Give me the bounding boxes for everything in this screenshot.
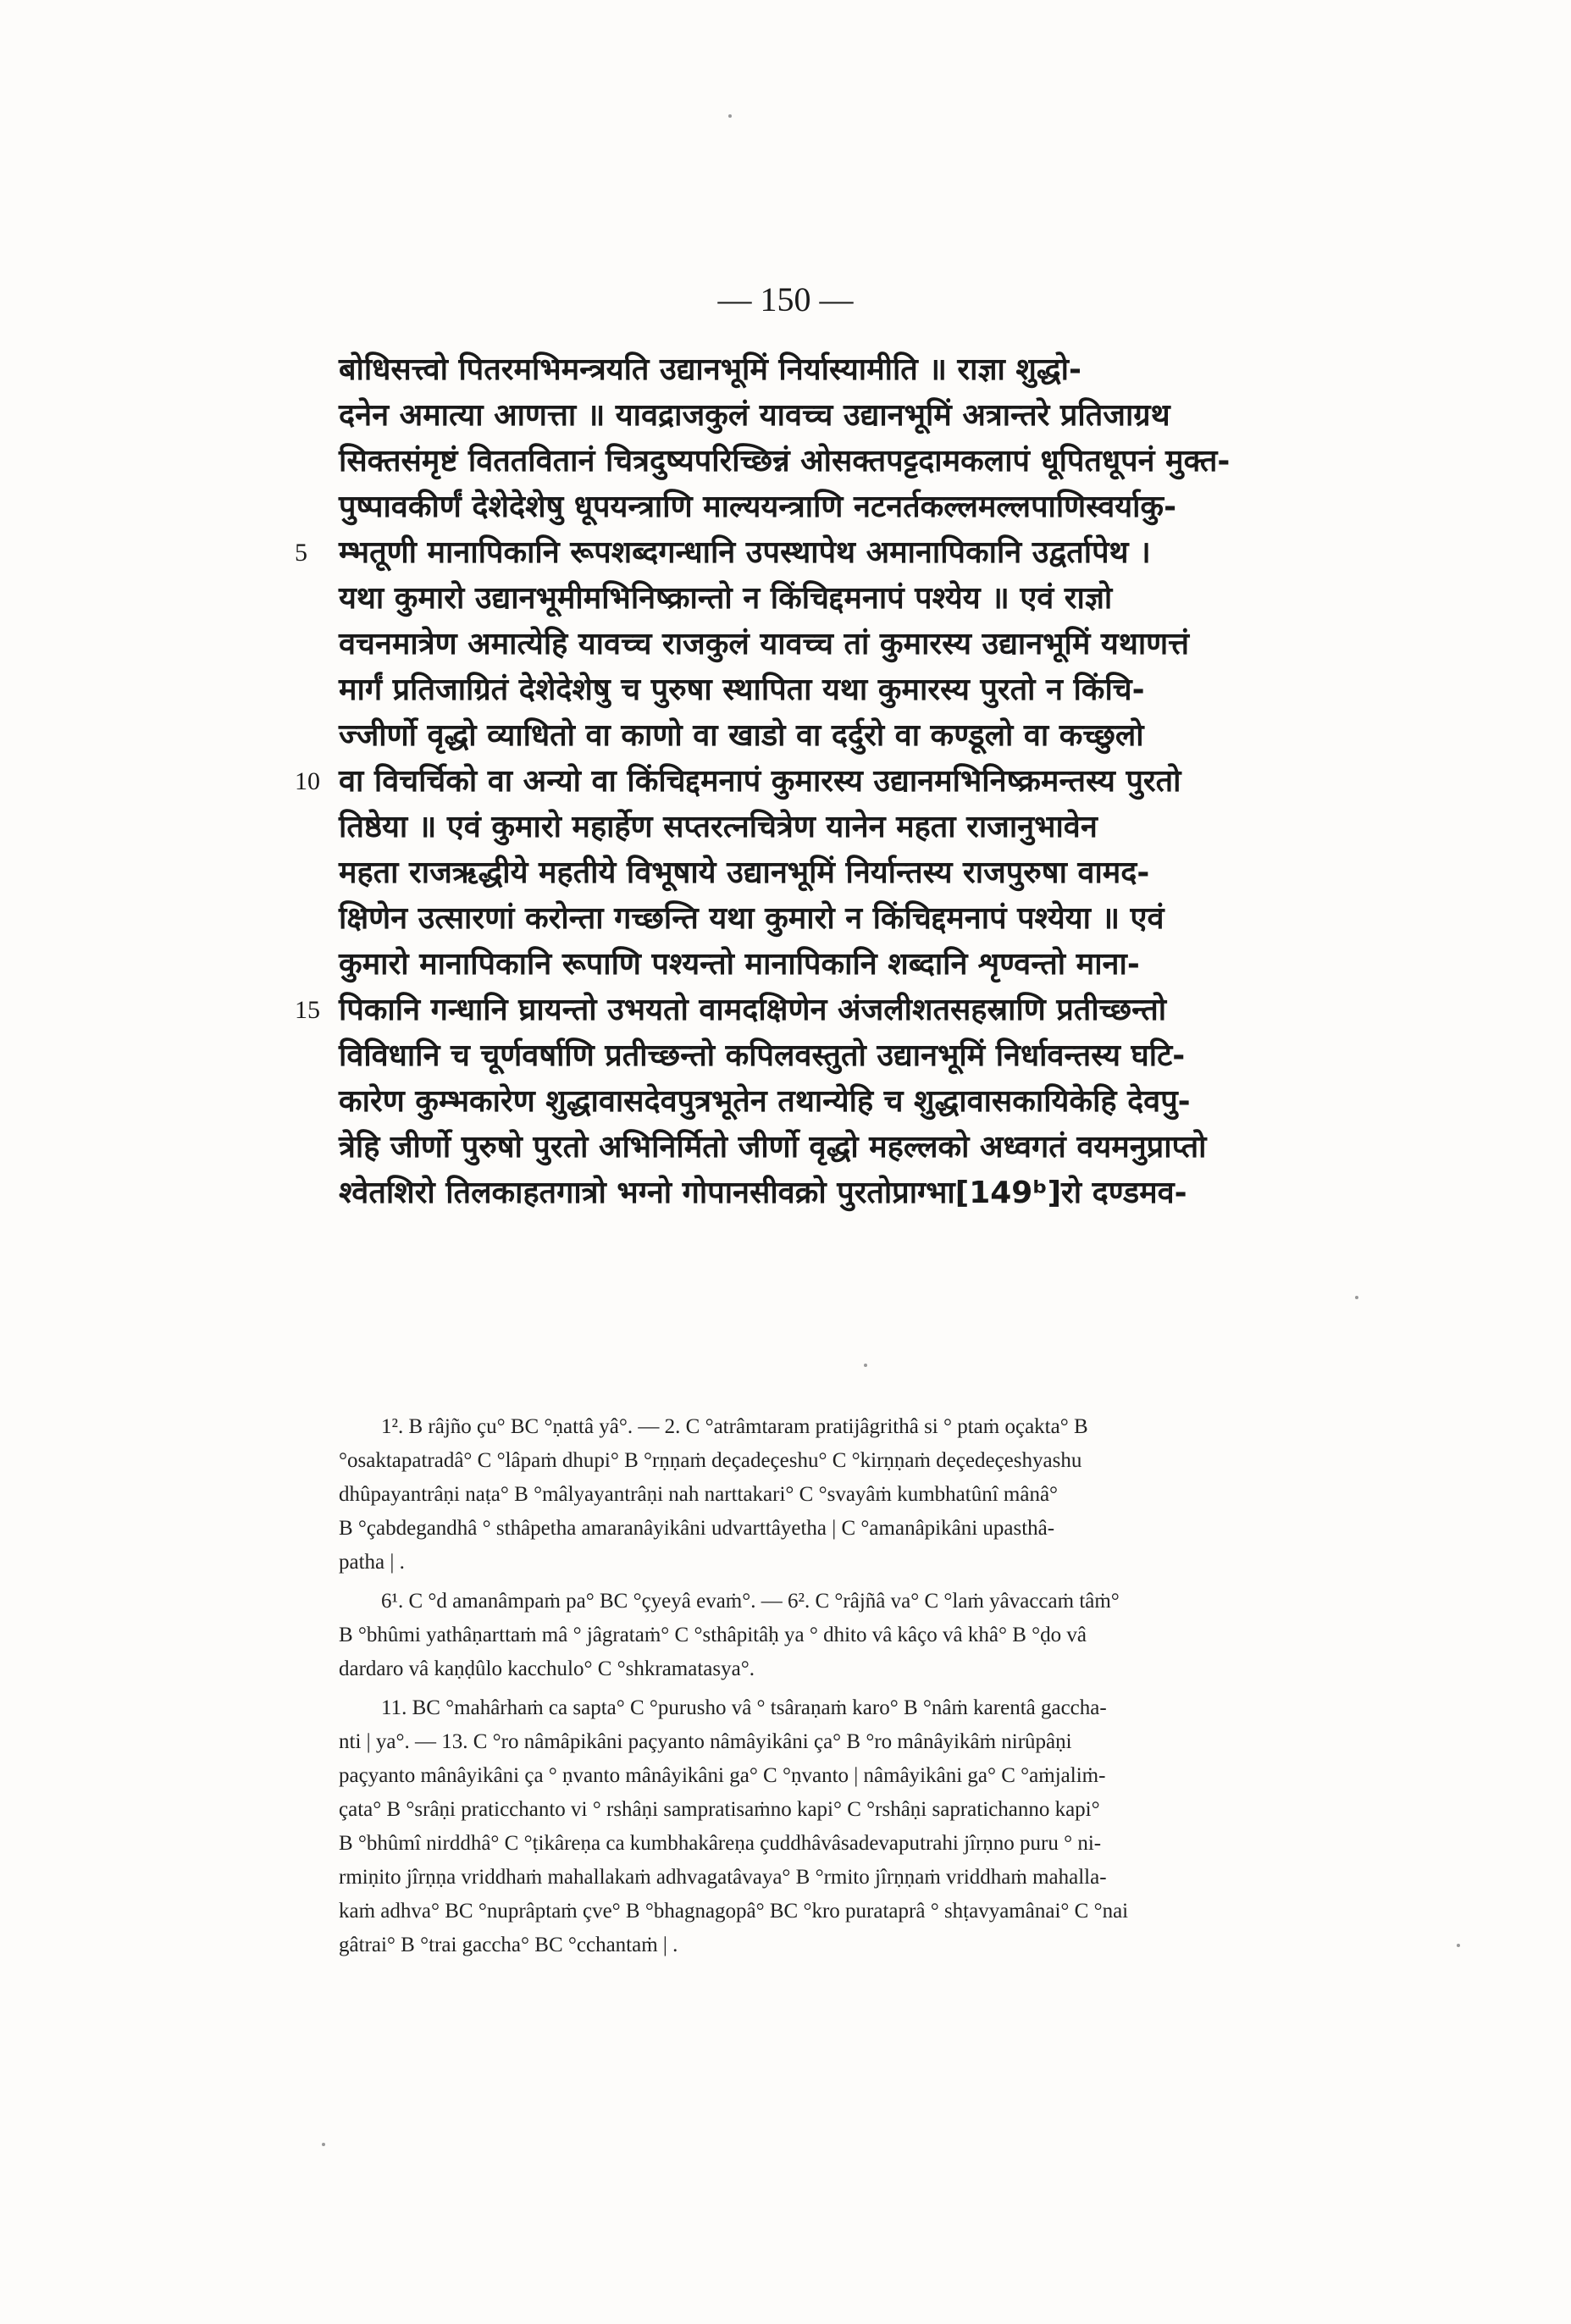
footnote-line: 11. BC °mahârhaṁ ca sapta° C °purusho vâ ° tsâraṇaṁ karo° B °nâṁ karentâ gaccha-: [381, 1696, 1107, 1719]
text-line: [339, 1033, 1474, 1079]
footnote-line: dardaro vâ kaṇḍûlo kacchulo° C °shkramatasya°.: [339, 1657, 755, 1680]
footnote-line: kaṁ adhva° BC °nuprâptaṁ çve° B °bhagnagopâ° BC °kro purataprâ ° shṭavyamânai° C °nai: [339, 1900, 1129, 1923]
footnote-paragraph: [339, 1410, 1457, 1580]
line-text: श्वेतशिरो तिलकाहतगात्रो भग्नो गोपानसीवक्रो पुरतोप्राग्भा[149ᵇ]रो दण्डमव-: [339, 1176, 1187, 1210]
text-line: [339, 1170, 1474, 1216]
line-number: 15: [295, 996, 320, 1024]
text-line: [339, 850, 1474, 896]
footnote-line: 6¹. C °d amanâmpaṁ pa° BC °çyeyâ evaṁ°. — 6². C °râjñâ va° C °laṁ yâvaccaṁ tâṁ°: [381, 1590, 1120, 1613]
text-line: [339, 484, 1474, 530]
line-text: विविधानि च चूर्णवर्षाणि प्रतीच्छन्तो कपिलवस्तुतो उद्यानभूमिं निर्धावन्तस्य घटि-: [339, 1038, 1186, 1073]
main-text: [295, 347, 1474, 1216]
line-text: ज्जीर्णो वृद्धो व्याधितो वा काणो वा खाडो वा दर्दुरो वा कण्डूलो वा कच्छुलो: [339, 718, 1144, 753]
footnotes: [339, 1410, 1457, 1967]
text-line: [339, 896, 1474, 942]
footnote-line: rmiṇito jîrṇṇa vriddhaṁ mahallakaṁ adhvagatâvaya° B °rmito jîrṇṇaṁ vriddhaṁ mahalla-: [339, 1866, 1107, 1889]
line-text: वचनमात्रेण अमात्येहि यावच्च राजकुलं यावच्च तां कुमारस्य उद्यानभूमिं यथाणत्तं: [339, 627, 1190, 661]
text-line: [295, 530, 1474, 576]
text-line: [295, 759, 1474, 805]
text-line: [339, 713, 1474, 759]
footnote-line: B °çabdegandhâ ° sthâpetha amaranâyikâni udvarttâyetha | C °amanâpikâni upasthâ-: [339, 1517, 1055, 1540]
text-line: [339, 805, 1474, 850]
footnote-line: 1². B râjño çu° BC °ṇattâ yâ°. — 2. C °atrâmtaram pratijâgrithâ si ° ptaṁ oçakta° B: [381, 1415, 1088, 1438]
footnote-paragraph: [339, 1585, 1457, 1686]
line-text: तिष्ठेया ॥ एवं कुमारो महार्हेण सप्तरत्नचित्रेण यानेन महता राजानुभावेन: [339, 810, 1098, 844]
scan-speck: [864, 1364, 867, 1367]
footnote-line: nti | ya°. — 13. C °ro nâmâpikâni paçyanto nâmâyikâni ça° B °ro mânâyikâṁ nirûpâṇi: [339, 1730, 1072, 1753]
line-text: पिकानि गन्धानि घ्रायन्तो उभयतो वामदक्षिणेन अंजलीशतसहस्राणि प्रतीच्छन्तो: [339, 993, 1167, 1027]
line-text: दनेन अमात्या आणत्ता ॥ यावद्राजकुलं यावच्च उद्यानभूमिं अत्रान्तरे प्रतिजाग्रथ: [339, 398, 1170, 433]
line-text: यथा कुमारो उद्यानभूमीमभिनिष्क्रान्तो न किंचिद्दमनापं पश्येय ॥ एवं राज्ञो: [339, 581, 1113, 616]
line-text: पुष्पावकीर्णं देशेदेशेषु धूपयन्त्राणि माल्ययन्त्राणि नटनर्तकल्लमल्लपाणिस्वर्याकु-: [339, 490, 1177, 524]
footnote-line: dhûpayantrâṇi naṭa° B °mâlyayantrâṇi nah narttakari° C °svayâṁ kumbhatûnî mânâ°: [339, 1483, 1059, 1506]
footnote-line: patha | .: [339, 1551, 405, 1574]
text-line: [339, 347, 1474, 393]
line-text: क्षिणेन उत्सारणां करोन्ता गच्छन्ति यथा कुमारो न किंचिद्दमनापं पश्येया ॥ एवं: [339, 901, 1164, 936]
scan-speck: [322, 2143, 325, 2146]
text-line: [339, 1079, 1474, 1125]
line-text: बोधिसत्त्वो पितरमभिमन्त्रयति उद्यानभूमिं निर्यास्यामीति ॥ राज्ञा शुद्धो-: [339, 352, 1081, 387]
text-line: [339, 439, 1474, 484]
scan-speck: [1355, 1296, 1358, 1299]
footnote-line: paçyanto mânâyikâni ça ° ṇvanto mânâyikâni ga° C °ṇvanto | nâmâyikâni ga° C °aṁjaliṁ-: [339, 1764, 1106, 1787]
line-text: महता राजऋद्धीये महतीये विभूषाये उद्यानभूमिं निर्यान्तस्य राजपुरुषा वामद-: [339, 855, 1150, 890]
footnote-line: B °bhûmî nirddhâ° C °ṭikâreṇa ca kumbhakâreṇa çuddhâvâsadevaputrahi jîrṇno puru ° ni-: [339, 1832, 1102, 1855]
footnote-paragraph: [339, 1691, 1457, 1962]
line-text: त्रेहि जीर्णो पुरुषो पुरतो अभिनिर्मितो जीर्णो वृद्धो महल्लको अध्वगतं वयमनुप्राप्तो: [339, 1130, 1207, 1165]
footnote-line: °osaktapatradâ° C °lâpaṁ dhupi° B °rṇṇaṁ deçadeçeshu° C °kirṇṇaṁ deçedeçeshyashu: [339, 1449, 1082, 1472]
text-line: [339, 942, 1474, 988]
line-text: म्भतूणी मानापिकानि रूपशब्दगन्धानि उपस्थापेथ अमानापिकानि उद्वर्तापेथ ।: [339, 535, 1151, 570]
line-text: मार्गं प्रतिजाग्रितं देशेदेशेषु च पुरुषा स्थापिता यथा कुमारस्य पुरतो न किंचि-: [339, 672, 1145, 707]
footnote-line: çata° B °srâṇi praticchanto vi ° rshâṇi sampratisaṁno kapi° C °rshâṇi sapratichanno kapi°: [339, 1798, 1100, 1821]
line-text: कारेण कुम्भकारेण शुद्धावासदेवपुत्रभूतेन तथान्येहि च शुद्धावासकायिकेहि देवपु-: [339, 1084, 1191, 1119]
text-line: [339, 622, 1474, 667]
text-line: [339, 393, 1474, 439]
line-text: वा विचर्चिको वा अन्यो वा किंचिद्दमनापं कुमारस्य उद्यानमभिनिष्क्रमन्तस्य पुरतो: [339, 764, 1181, 799]
footnote-line: gâtrai° B °trai gaccha° BC °cchantaṁ | .: [339, 1934, 678, 1956]
line-number: 10: [295, 767, 320, 795]
line-text: सिक्तसंमृष्टं विततवितानं चित्रदुष्यपरिच्छिन्नं ओसक्तपट्टदामकलापं धूपितधूपनं मुक्त-: [339, 444, 1231, 479]
page-number: — 150 —: [717, 280, 854, 318]
line-text: कुमारो मानापिकानि रूपाणि पश्यन्तो मानापिकानि शब्दानि शृण्वन्तो माना-: [339, 947, 1140, 982]
text-line: [339, 1125, 1474, 1170]
line-number: 5: [295, 539, 307, 567]
text-line: [339, 576, 1474, 622]
footnote-line: B °bhûmi yathâṇarttaṁ mâ ° jâgrataṁ° C °sthâpitâḥ ya ° dhito vâ kâço vâ khâ° B °ḍo vâ: [339, 1624, 1087, 1646]
text-line: [295, 988, 1474, 1033]
scan-speck: [728, 114, 732, 118]
scan-speck: [1457, 1944, 1460, 1947]
text-line: [339, 667, 1474, 713]
